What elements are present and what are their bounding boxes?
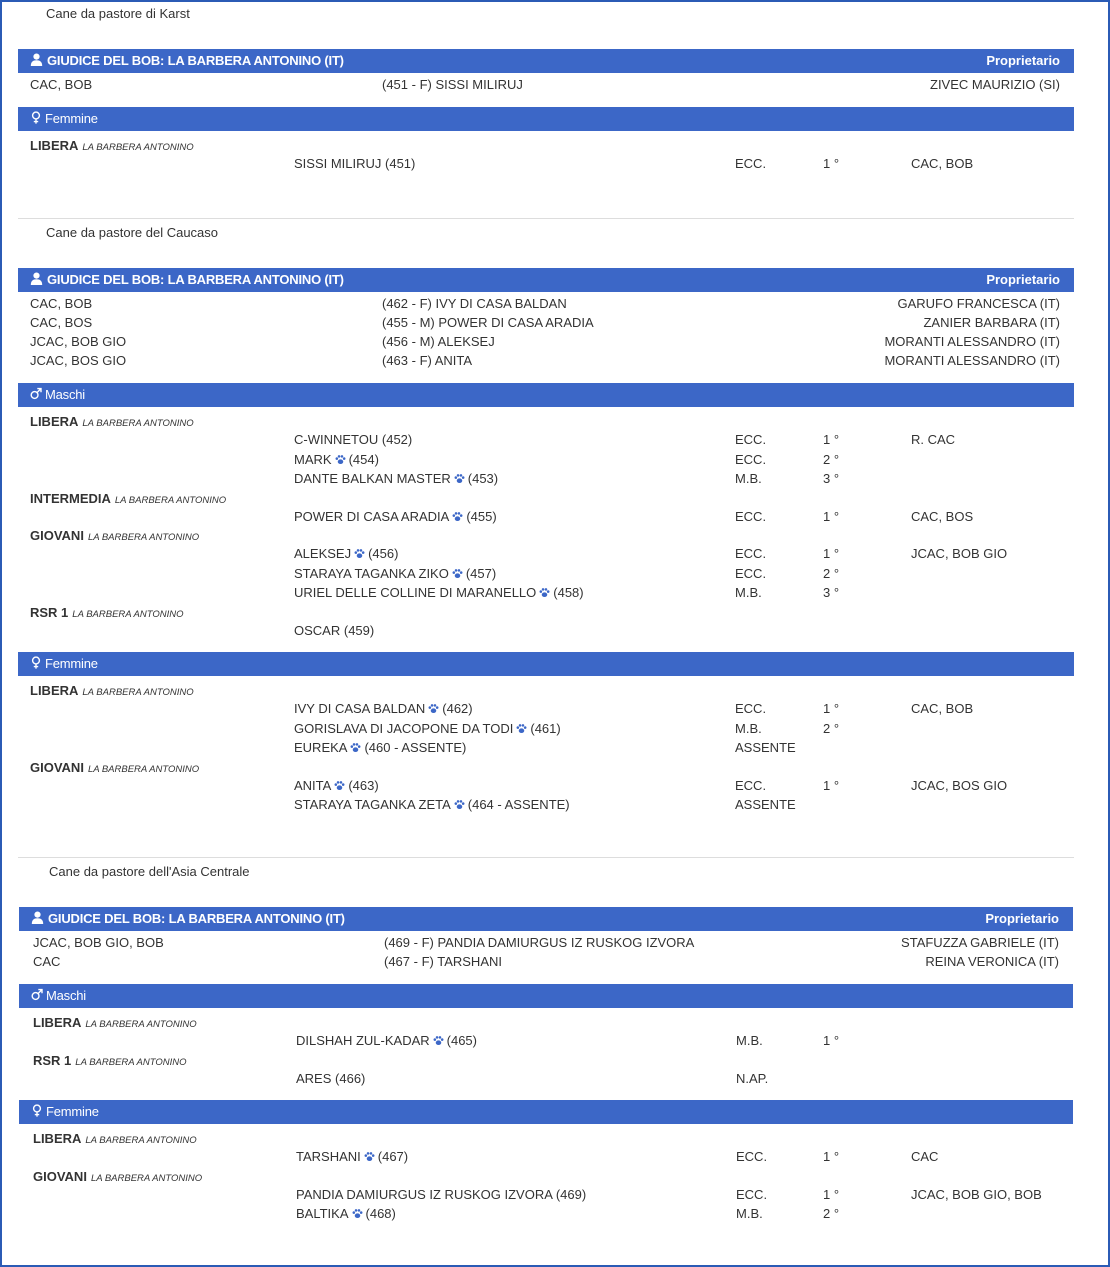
sex-section-label [30, 656, 98, 671]
entry-placement: 3 ° [823, 585, 840, 600]
bob-dog-name[interactable]: (467 - F) TARSHANI [384, 954, 502, 969]
bob-award-title: JCAC, BOB GIO [30, 334, 127, 349]
entry-dog[interactable] [294, 797, 570, 812]
class-name: LIBERA [33, 1131, 82, 1146]
entry-catalog-number: (456) [368, 546, 399, 561]
class-judge: LA BARBERA ANTONINO [82, 687, 194, 698]
bob-dog-name[interactable]: (469 - F) PANDIA DAMIURGUS IZ RUSKOG IZVORA [384, 935, 695, 950]
entry-placement: 1 ° [823, 1186, 840, 1202]
entry-grade: M.B. [736, 1033, 763, 1048]
paw-icon [354, 548, 365, 559]
paw-icon [335, 454, 346, 465]
paw-icon [364, 1151, 375, 1162]
entry-catalog-number: (459) [343, 622, 375, 638]
entry-grade: ECC. [735, 777, 767, 793]
judge-header-bar [18, 268, 1074, 292]
entry-grade: N.AP. [736, 1070, 769, 1086]
entry-grade: ASSENTE [735, 797, 796, 812]
owner-column-header: Proprietario [985, 911, 1059, 926]
entry-dog[interactable] [296, 1033, 477, 1048]
paw-icon [516, 723, 527, 734]
entry-grade: ECC. [735, 546, 767, 561]
entry-dog-name[interactable]: PANDIA DAMIURGUS IZ RUSKOG IZVORA [296, 1186, 553, 1202]
entry-placement: 2 ° [823, 1206, 840, 1221]
entry-placement: 3 ° [823, 471, 840, 486]
entry-catalog-number: (467) [377, 1149, 409, 1164]
entry-catalog-number: (460 - ASSENTE) [364, 740, 467, 755]
bob-dog-name[interactable]: (463 - F) ANITA [382, 353, 473, 368]
entry-catalog-number: (453) [467, 471, 499, 486]
sex-section-text: Maschi [45, 387, 85, 402]
class-heading [30, 528, 199, 543]
entry-catalog-number: (454) [348, 451, 379, 467]
entry-dog-name[interactable]: IVY DI CASA BALDAN [294, 701, 426, 716]
entry-grade: ECC. [735, 701, 767, 716]
entry-dog-name[interactable]: ALEKSEJ [294, 546, 352, 561]
entry-dog-name[interactable]: MARK [294, 451, 332, 467]
class-name: LIBERA [30, 138, 79, 153]
entry-catalog-number: (469) [555, 1186, 587, 1202]
bob-owner-name: GARUFO FRANCESCA (IT) [897, 296, 1060, 311]
class-heading [33, 1053, 187, 1068]
sex-section-header [18, 383, 1074, 407]
class-judge: LA BARBERA ANTONINO [85, 1019, 197, 1030]
bob-owner-name: MORANTI ALESSANDRO (IT) [884, 334, 1060, 349]
entry-dog[interactable] [294, 156, 415, 171]
judge-header-label [31, 911, 345, 926]
entry-dog[interactable] [296, 1149, 408, 1164]
entry-grade: ECC. [735, 508, 767, 524]
sex-section-label [30, 387, 85, 402]
class-name: LIBERA [30, 683, 79, 698]
breed-separator [18, 857, 1074, 858]
sex-section-header [19, 984, 1073, 1008]
class-heading [30, 491, 226, 506]
class-name: GIOVANI [30, 528, 84, 543]
bob-award-title: CAC [33, 954, 61, 969]
entry-dog-name[interactable]: STARAYA TAGANKA ZIKO [294, 565, 449, 581]
judge-header-label [30, 272, 344, 287]
female-icon [30, 656, 42, 669]
class-name: GIOVANI [33, 1168, 87, 1184]
entry-placement: 1 ° [823, 701, 840, 716]
sex-section-text: Maschi [46, 988, 86, 1003]
entry-placement: 1 ° [823, 1033, 840, 1048]
judge-header-label [30, 53, 344, 68]
entry-grade: M.B. [735, 720, 762, 736]
sex-section-text: Femmine [45, 656, 98, 671]
entry-award: CAC, BOS [911, 508, 974, 524]
entry-dog[interactable] [294, 432, 412, 447]
bob-owner-name: ZIVEC MAURIZIO (SI) [930, 77, 1060, 92]
entry-dog-name[interactable]: ARES [296, 1070, 332, 1086]
class-name: LIBERA [33, 1015, 82, 1030]
entry-catalog-number: (461) [530, 720, 561, 736]
entry-dog[interactable] [294, 509, 497, 524]
paw-icon [350, 742, 361, 753]
owner-column-header: Proprietario [986, 272, 1060, 287]
entry-placement: 1 ° [823, 777, 840, 793]
paw-icon [428, 703, 439, 714]
entry-dog[interactable] [294, 623, 374, 638]
entry-catalog-number: (457) [465, 565, 497, 581]
bob-dog-name[interactable]: (455 - M) POWER DI CASA ARADIA [382, 315, 594, 330]
entry-catalog-number: (468) [365, 1206, 396, 1221]
entry-award: R. CAC [911, 432, 956, 447]
class-heading [30, 760, 199, 775]
sex-section-text: Femmine [45, 111, 98, 126]
judge-header-text: GIUDICE DEL BOB: LA BARBERA ANTONINO (IT) [47, 53, 344, 68]
male-icon [31, 988, 43, 1001]
entry-placement: 2 ° [823, 451, 840, 467]
class-judge: LA BARBERA ANTONINO [87, 532, 200, 543]
class-judge: LA BARBERA ANTONINO [82, 418, 194, 429]
entry-dog-name[interactable]: DANTE BALKAN MASTER [294, 471, 451, 486]
entry-dog-name[interactable]: ANITA [294, 777, 332, 793]
male-icon [30, 387, 42, 400]
entry-award: JCAC, BOB GIO, BOB [911, 1186, 1042, 1202]
judge-header-bar [18, 49, 1074, 73]
entry-grade: M.B. [735, 585, 762, 600]
bob-owner-name: REINA VERONICA (IT) [925, 954, 1059, 969]
paw-icon [454, 799, 465, 810]
bob-award-title: JCAC, BOS GIO [30, 353, 127, 368]
entry-placement: 1 ° [823, 508, 840, 524]
entry-catalog-number: (465) [446, 1033, 477, 1048]
entry-placement: 1 ° [823, 432, 840, 447]
entry-dog[interactable] [294, 471, 498, 486]
breed-title: Cane da pastore del Caucaso [46, 225, 219, 240]
class-name: LIBERA [30, 414, 79, 429]
breed-title: Cane da pastore di Karst [46, 6, 190, 21]
entry-dog[interactable] [294, 585, 584, 600]
bob-award-title: JCAC, BOB GIO, BOB [33, 935, 164, 950]
entry-placement: 2 ° [823, 720, 840, 736]
class-judge: LA BARBERA ANTONINO [85, 1135, 197, 1146]
entry-dog-name[interactable]: STARAYA TAGANKA ZETA [294, 797, 451, 812]
entry-dog-name[interactable]: C-WINNETOU [294, 432, 379, 447]
breed-title: Cane da pastore dell'Asia Centrale [49, 864, 250, 879]
class-heading [30, 683, 194, 698]
entry-dog[interactable] [294, 701, 473, 716]
entry-grade: M.B. [736, 1206, 763, 1221]
entry-dog-name[interactable]: BALTIKA [296, 1206, 349, 1221]
sex-section-label [31, 988, 86, 1003]
entry-award: JCAC, BOB GIO [911, 546, 1008, 561]
judge-header-bar [19, 907, 1073, 931]
paw-icon [433, 1035, 444, 1046]
class-name: INTERMEDIA [30, 490, 111, 506]
entry-grade: ECC. [736, 1149, 768, 1164]
user-icon [31, 911, 44, 924]
entry-grade: ECC. [735, 432, 767, 447]
entry-grade: ECC. [735, 565, 767, 581]
entry-grade: ASSENTE [735, 740, 796, 755]
paw-icon [452, 568, 463, 579]
judge-header-text: GIUDICE DEL BOB: LA BARBERA ANTONINO (IT) [48, 911, 345, 926]
entry-dog[interactable] [294, 452, 379, 467]
entry-dog[interactable] [294, 740, 466, 755]
class-name: GIOVANI [30, 759, 84, 775]
bob-dog-name[interactable]: (456 - M) ALEKSEJ [382, 334, 495, 349]
entry-placement: 2 ° [823, 565, 840, 581]
entry-award: CAC [911, 1149, 939, 1164]
entry-catalog-number: (455) [466, 508, 497, 524]
class-judge: LA BARBERA ANTONINO [72, 608, 184, 620]
class-heading [33, 1015, 197, 1030]
user-icon [30, 53, 43, 66]
entry-placement: 1 ° [823, 156, 840, 171]
sex-section-header [18, 652, 1074, 676]
bob-award-title: CAC, BOS [30, 315, 93, 330]
entry-grade: ECC. [735, 156, 767, 171]
entry-placement: 1 ° [823, 546, 840, 561]
class-judge: LA BARBERA ANTONINO [82, 142, 194, 153]
bob-dog-name[interactable]: (451 - F) SISSI MILIRUJ [382, 77, 523, 92]
entry-catalog-number: (452) [381, 432, 413, 447]
class-judge: LA BARBERA ANTONINO [75, 1056, 187, 1068]
paw-icon [539, 587, 550, 598]
class-judge: LA BARBERA ANTONINO [87, 763, 200, 775]
entry-award: CAC, BOB [911, 156, 974, 171]
entry-dog-name[interactable]: URIEL DELLE COLLINE DI MARANELLO [294, 585, 537, 600]
paw-icon [454, 473, 465, 484]
entry-grade: M.B. [735, 471, 762, 486]
entry-catalog-number: (463) [348, 777, 379, 793]
class-heading [33, 1131, 197, 1146]
user-icon [30, 272, 43, 285]
sex-section-header [18, 107, 1074, 131]
owner-column-header: Proprietario [986, 53, 1060, 68]
bob-award-title: CAC, BOB [30, 296, 93, 311]
class-heading [30, 605, 184, 620]
bob-owner-name: STAFUZZA GABRIELE (IT) [901, 935, 1059, 950]
entry-dog-name[interactable]: GORISLAVA DI JACOPONE DA TODI [294, 720, 514, 736]
entry-dog-name[interactable]: DILSHAH ZUL-KADAR [296, 1033, 430, 1048]
paw-icon [352, 1208, 363, 1219]
judge-header-text: GIUDICE DEL BOB: LA BARBERA ANTONINO (IT) [47, 272, 344, 287]
entry-dog[interactable] [294, 566, 496, 581]
sex-section-label [31, 1104, 99, 1119]
class-name: RSR 1 [33, 1052, 72, 1068]
entry-award: JCAC, BOS GIO [911, 777, 1008, 793]
entry-dog[interactable] [296, 1206, 396, 1221]
entry-award: CAC, BOB [911, 701, 974, 716]
sex-section-text: Femmine [46, 1104, 99, 1119]
entry-dog[interactable] [296, 1187, 586, 1202]
entry-dog[interactable] [294, 778, 379, 793]
bob-owner-name: MORANTI ALESSANDRO (IT) [884, 353, 1060, 368]
entry-dog-name[interactable]: EUREKA [294, 740, 348, 755]
bob-award-title: CAC, BOB [30, 77, 93, 92]
class-heading [30, 138, 194, 153]
class-name: RSR 1 [30, 604, 69, 620]
entry-dog[interactable] [294, 721, 561, 736]
female-icon [30, 111, 42, 124]
entry-dog-name[interactable]: TARSHANI [296, 1149, 361, 1164]
entry-catalog-number: (462) [442, 701, 473, 716]
entry-dog-name[interactable]: POWER DI CASA ARADIA [294, 508, 450, 524]
class-judge: LA BARBERA ANTONINO [90, 1172, 203, 1184]
entry-dog[interactable] [296, 1071, 365, 1086]
entry-catalog-number: (466) [335, 1070, 366, 1086]
entry-grade: ECC. [735, 451, 767, 467]
entry-catalog-number: (458) [553, 585, 584, 600]
class-heading [30, 414, 194, 429]
female-icon [31, 1104, 43, 1117]
entry-dog-name[interactable]: OSCAR [294, 622, 341, 638]
paw-icon [452, 511, 463, 522]
paw-icon [334, 780, 345, 791]
class-judge: LA BARBERA ANTONINO [114, 494, 227, 506]
entry-catalog-number: (464 - ASSENTE) [467, 797, 570, 812]
entry-dog[interactable] [294, 546, 398, 561]
entry-dog-name[interactable]: SISSI MILIRUJ (451) [294, 156, 416, 171]
breed-separator [18, 218, 1074, 219]
bob-dog-name[interactable]: (462 - F) IVY DI CASA BALDAN [382, 296, 567, 311]
sex-section-header [19, 1100, 1073, 1124]
bob-owner-name: ZANIER BARBARA (IT) [923, 315, 1060, 330]
sex-section-label [30, 111, 98, 126]
entry-placement: 1 ° [823, 1149, 840, 1164]
entry-grade: ECC. [736, 1186, 768, 1202]
class-heading [33, 1169, 202, 1184]
